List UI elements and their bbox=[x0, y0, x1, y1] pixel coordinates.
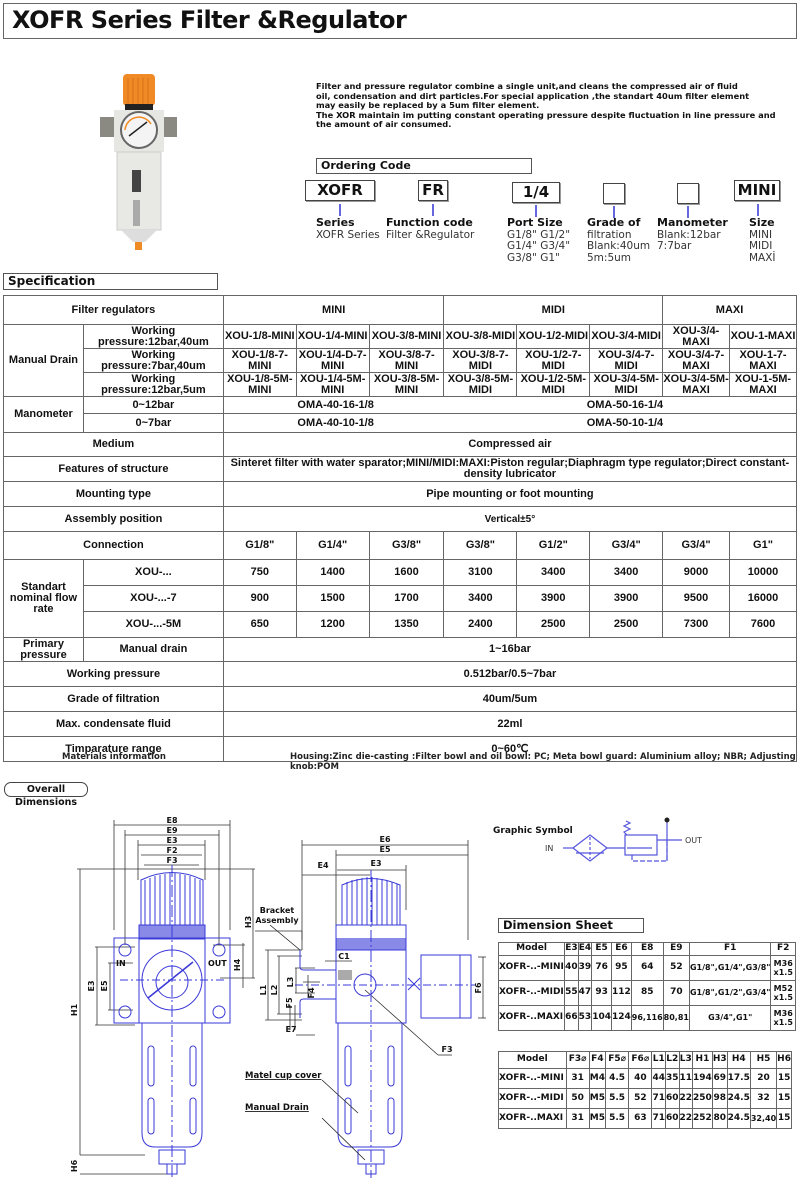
symbol-in-label: IN bbox=[545, 844, 554, 853]
model-cell: XOU-1/8-MINI bbox=[223, 325, 296, 349]
flow-cell: 1200 bbox=[296, 612, 369, 638]
dim2-cell: 60 bbox=[665, 1089, 679, 1109]
working-pressure-row bbox=[4, 662, 797, 687]
dimension-sheet-heading: Dimension Sheet bbox=[498, 918, 644, 933]
connection-cell: G3/4" bbox=[590, 532, 663, 560]
dim1-cell: 104 bbox=[592, 1006, 612, 1031]
manometer-range: 0~7bar bbox=[83, 414, 223, 433]
dim2-cell: 31 bbox=[566, 1109, 589, 1129]
dim1-cell: M36x1.5 bbox=[771, 1006, 796, 1031]
manometer-row-12bar bbox=[4, 397, 797, 414]
model-cell: XOU-3/8-5M-MIDI bbox=[444, 373, 517, 397]
connection-cell: G1" bbox=[729, 532, 796, 560]
model-cell: XOU-3/4-7-MAXI bbox=[663, 349, 730, 373]
dim2-header: Model bbox=[499, 1052, 567, 1069]
model-cell: XOU-1/2-MIDI bbox=[517, 325, 590, 349]
manometer-models bbox=[223, 397, 796, 414]
dim1-cell: G1/8",G1/2",G3/4" bbox=[689, 981, 770, 1006]
code-label-title: Size bbox=[749, 216, 775, 229]
dim-label-f3: F3 bbox=[166, 856, 178, 865]
dim2-header: L3 bbox=[679, 1052, 693, 1069]
dim2-header: H6 bbox=[777, 1052, 792, 1069]
dim2-header-row bbox=[499, 1052, 792, 1069]
bracket-label-line2: Assembly bbox=[255, 916, 299, 925]
mounting-label: Mounting type bbox=[4, 482, 224, 507]
model-cell: XOU-3/8-MIDI bbox=[444, 325, 517, 349]
primary-pressure-sub: Manual drain bbox=[83, 638, 223, 662]
assembly-label: Assembly position bbox=[4, 507, 224, 532]
front-view-drawing bbox=[55, 810, 253, 1181]
dim1-cell: 96,116 bbox=[631, 1006, 663, 1031]
model-cell: XOU-1/8-7-MINI bbox=[223, 349, 296, 373]
flow-cell: 7300 bbox=[663, 612, 730, 638]
connection-cell: G3/8" bbox=[369, 532, 444, 560]
model-cell: XOU-1-5M-MAXI bbox=[729, 373, 796, 397]
dim2-cell: 5.5 bbox=[606, 1089, 629, 1109]
code-connector bbox=[339, 204, 341, 216]
model-cell: XOU-1-MAXI bbox=[729, 325, 796, 349]
ordering-code-heading: Ordering Code bbox=[316, 158, 532, 174]
code-label-line: MINI bbox=[749, 228, 773, 241]
flow-row-7 bbox=[4, 586, 797, 612]
model-cell: XOU-1/4-D-7-MINI bbox=[296, 349, 369, 373]
dim2-header: H1 bbox=[693, 1052, 713, 1069]
code-label-line: filtration bbox=[587, 228, 632, 241]
code-label-function bbox=[386, 217, 474, 241]
dim2-cell: XOFR-..-MIDI bbox=[499, 1089, 567, 1109]
working-pressure-label: Working pressure:7bar,40um bbox=[83, 349, 223, 373]
code-label-title: Port Size bbox=[507, 216, 563, 229]
spec-group-maxi: MAXI bbox=[663, 296, 797, 325]
flow-cell: 750 bbox=[223, 560, 296, 586]
product-photo bbox=[95, 72, 190, 252]
dim2-header: H5 bbox=[750, 1052, 776, 1069]
code-box-port-size: 1/4 bbox=[512, 182, 560, 203]
spec-header-label: Filter regulators bbox=[4, 296, 224, 325]
code-connector bbox=[757, 204, 759, 216]
flow-cell: 7600 bbox=[729, 612, 796, 638]
flow-label: Standart nominal flow rate bbox=[4, 560, 84, 638]
code-label-line: Blank:40um bbox=[587, 240, 651, 252]
dim2-cell: 60 bbox=[665, 1109, 679, 1129]
flow-cell: 1600 bbox=[369, 560, 444, 586]
manometer-model-midi-maxi: OMA-50-16-1/4 bbox=[586, 398, 664, 411]
condensate-value: 22ml bbox=[223, 712, 796, 737]
manometer-model-midi-maxi: OMA-50-10-1/4 bbox=[586, 416, 664, 429]
dim1-cell: 66 bbox=[565, 1006, 579, 1031]
flow-cell: 2500 bbox=[517, 612, 590, 638]
dim1-cell: 80,81 bbox=[663, 1006, 689, 1031]
dim2-header: L1 bbox=[652, 1052, 666, 1069]
dim-label-e5: E5 bbox=[379, 845, 391, 854]
dim2-cell: 15 bbox=[777, 1089, 792, 1109]
dim1-header: E5 bbox=[592, 943, 612, 956]
flow-cell: 3400 bbox=[444, 586, 517, 612]
code-box-filtration bbox=[603, 183, 625, 204]
model-cell: XOU-3/8-5M-MINI bbox=[369, 373, 444, 397]
code-label-title: Grade of bbox=[587, 216, 641, 229]
connection-cell: G3/8" bbox=[444, 532, 517, 560]
dim2-header: L2 bbox=[665, 1052, 679, 1069]
connection-cell: G1/2" bbox=[517, 532, 590, 560]
filtration-value: 40um/5um bbox=[223, 687, 796, 712]
dim2-header: F3⌀ bbox=[566, 1052, 589, 1069]
model-cell: XOU-1/4-MINI bbox=[296, 325, 369, 349]
code-label-title: Function code bbox=[386, 216, 473, 229]
code-label-series bbox=[316, 217, 380, 241]
spec-row-12bar-40um bbox=[4, 325, 797, 349]
flow-cell: 9000 bbox=[663, 560, 730, 586]
dim1-cell: 55 bbox=[565, 981, 579, 1006]
model-cell: XOU-1/2-5M-MIDI bbox=[517, 373, 590, 397]
dim2-cell: M5 bbox=[589, 1089, 605, 1109]
manual-drain-label: Manual Drain bbox=[4, 325, 84, 397]
temperature-label: Timparature range bbox=[4, 737, 224, 762]
dim2-cell: 35 bbox=[665, 1069, 679, 1089]
dim-label-e3-vertical: E3 bbox=[87, 980, 96, 992]
model-cell: XOU-3/4-MIDI bbox=[590, 325, 663, 349]
dim2-header: F5⌀ bbox=[606, 1052, 629, 1069]
dim1-cell: XOFR-..-MIDI bbox=[499, 981, 565, 1006]
dim1-header-row bbox=[499, 943, 796, 956]
dim1-cell: 95 bbox=[612, 956, 632, 981]
port-out-label: OUT bbox=[208, 959, 227, 968]
medium-value: Compressed air bbox=[223, 433, 796, 457]
code-box-manometer bbox=[677, 183, 699, 204]
dim1-cell: M52x1.5 bbox=[771, 981, 796, 1006]
graphic-symbol-label: Graphic Symbol bbox=[493, 826, 573, 836]
dim1-cell: 70 bbox=[663, 981, 689, 1006]
dim-label-e4: E4 bbox=[317, 861, 329, 870]
dim1-cell: G1/8",G1/4",G3/8" bbox=[689, 956, 770, 981]
dim2-cell: 15 bbox=[777, 1109, 792, 1129]
side-view-drawing bbox=[240, 810, 495, 1181]
dim2-header: H3 bbox=[712, 1052, 727, 1069]
code-connector bbox=[432, 204, 434, 216]
dim1-cell: G3/4",G1" bbox=[689, 1006, 770, 1031]
dim-label-e3: E3 bbox=[370, 859, 382, 868]
dim2-cell: 71 bbox=[652, 1089, 666, 1109]
dim2-header: H4 bbox=[727, 1052, 750, 1069]
dim2-cell: 69 bbox=[712, 1069, 727, 1089]
code-label-port-size bbox=[507, 217, 570, 264]
code-label-line: G1/4" G3/4" bbox=[507, 240, 571, 252]
dim2-cell: 32 bbox=[750, 1089, 776, 1109]
primary-pressure-value: 1~16bar bbox=[223, 638, 796, 662]
symbol-out-label: OUT bbox=[685, 836, 703, 845]
description-line: may easily be replaced by a 5um filter element. bbox=[316, 100, 540, 111]
flow-cell: 9500 bbox=[663, 586, 730, 612]
dim2-header: F4 bbox=[589, 1052, 605, 1069]
description-line: the amount of air consumed. bbox=[316, 119, 452, 130]
cup-cover-label: Matel cup cover bbox=[245, 1071, 322, 1081]
model-cell: XOU-3/8-MINI bbox=[369, 325, 444, 349]
dim2-cell: 24.5 bbox=[727, 1109, 750, 1129]
model-cell: XOU-1/8-5M-MINI bbox=[223, 373, 296, 397]
flow-cell: 650 bbox=[223, 612, 296, 638]
dim2-header: F6⌀ bbox=[629, 1052, 652, 1069]
manometer-row-7bar bbox=[4, 414, 797, 433]
code-label-line: MIDI bbox=[749, 240, 773, 252]
dim-label-h3: H3 bbox=[244, 915, 253, 929]
dim1-header: E6 bbox=[612, 943, 632, 956]
model-cell: XOU-1/4-5M-MINI bbox=[296, 373, 369, 397]
connection-row bbox=[4, 532, 797, 560]
code-label-title: Manometer bbox=[657, 216, 728, 229]
dim2-cell: 40 bbox=[629, 1069, 652, 1089]
condensate-label: Max. condensate fluid bbox=[4, 712, 224, 737]
description-line: The XOR maintain im putting constant operating pressure despite fluctuation in line pressure and bbox=[316, 109, 776, 120]
flow-cell: 10000 bbox=[729, 560, 796, 586]
dim2-cell: M5 bbox=[589, 1109, 605, 1129]
model-cell: XOU-3/4-7-MIDI bbox=[590, 349, 663, 373]
flow-cell: 3400 bbox=[590, 560, 663, 586]
code-label-manometer bbox=[657, 217, 728, 253]
dim-label-l2: L2 bbox=[270, 984, 279, 996]
dim2-cell: 11 bbox=[679, 1069, 693, 1089]
primary-pressure-label: Primary pressure bbox=[4, 638, 84, 662]
flow-cell: 1700 bbox=[369, 586, 444, 612]
code-label-line: G1/8" G1/2" bbox=[507, 228, 571, 241]
dim-label-e3: E3 bbox=[166, 836, 178, 845]
code-label-line: Filter &Regulator bbox=[386, 228, 475, 241]
dim1-cell: 85 bbox=[631, 981, 663, 1006]
code-label-filtration bbox=[587, 217, 650, 264]
materials-value: Housing:Zinc die-casting :Filter bowl and oil bowl: PC; Meta bowl guard: Aluminium alloy; NBR; Adjusting knob:POM bbox=[290, 752, 796, 772]
dim2-cell: 63 bbox=[629, 1109, 652, 1129]
code-label-title: Series bbox=[316, 216, 355, 229]
dim1-row-maxi bbox=[499, 1006, 796, 1031]
code-box-size: MINI bbox=[734, 180, 780, 201]
flow-cell: 3900 bbox=[517, 586, 590, 612]
manometer-range: 0~12bar bbox=[83, 397, 223, 414]
mounting-row bbox=[4, 482, 797, 507]
model-cell: XOU-3/4-MAXI bbox=[663, 325, 730, 349]
dim-label-h4: H4 bbox=[233, 958, 242, 972]
working-pressure-label: Working pressure bbox=[4, 662, 224, 687]
code-label-line: 5m:5um bbox=[587, 251, 632, 264]
assembly-row bbox=[4, 507, 797, 532]
materials-label: Materials information bbox=[62, 752, 166, 762]
dim2-cell: XOFR-..-MINI bbox=[499, 1069, 567, 1089]
product-description bbox=[316, 82, 796, 130]
dim2-cell: 98 bbox=[712, 1089, 727, 1109]
manometer-label: Manometer bbox=[4, 397, 84, 433]
model-cell: XOU-3/8-7-MINI bbox=[369, 349, 444, 373]
flow-cell: 900 bbox=[223, 586, 296, 612]
connection-label: Connection bbox=[4, 532, 224, 560]
flow-cell: 16000 bbox=[729, 586, 796, 612]
dim2-cell: 80 bbox=[712, 1109, 727, 1129]
temperature-value: 0~60℃ bbox=[223, 737, 796, 762]
filtration-label: Grade of filtration bbox=[4, 687, 224, 712]
code-label-line: Blank:12bar bbox=[657, 228, 721, 241]
dim1-cell: 76 bbox=[592, 956, 612, 981]
dim2-cell: 71 bbox=[652, 1109, 666, 1129]
connection-cell: G1/8" bbox=[223, 532, 296, 560]
mounting-value: Pipe mounting or foot mounting bbox=[223, 482, 796, 507]
dim2-cell: 15 bbox=[777, 1069, 792, 1089]
dim-label-l3: L3 bbox=[286, 976, 295, 988]
flow-variant-label: XOU-...-5M bbox=[83, 612, 223, 638]
model-cell: XOU-3/8-7-MIDI bbox=[444, 349, 517, 373]
dim-label-e8: E8 bbox=[166, 816, 178, 825]
overall-dimensions-heading: Overall Dimensions bbox=[4, 782, 88, 797]
spec-row-12bar-5um bbox=[4, 373, 797, 397]
flow-cell: 1500 bbox=[296, 586, 369, 612]
features-value: Sinteret filter with water sparator;MINI/MIDI:MAXI:Piston regular;Diaphragm type regulator;Direct constant-density lubricator bbox=[223, 457, 796, 482]
description-line: Filter and pressure regulator combine a single unit,and cleans the compressed air of fluid bbox=[316, 81, 738, 91]
dim1-header: E9 bbox=[663, 943, 689, 956]
description-line: oil, condensation and dirt particles.For special application ,the standart 40um filter element bbox=[316, 90, 750, 101]
dim2-cell: 250 bbox=[693, 1089, 713, 1109]
model-cell: XOU-1-7-MAXI bbox=[729, 349, 796, 373]
dim1-cell: 112 bbox=[612, 981, 632, 1006]
dim1-cell: 124 bbox=[612, 1006, 632, 1031]
code-label-line: XOFR Series bbox=[316, 228, 380, 241]
dim2-cell: 50 bbox=[566, 1089, 589, 1109]
dim1-cell: XOFR-..MAXI bbox=[499, 1006, 565, 1031]
dim1-header: E8 bbox=[631, 943, 663, 956]
dim2-cell: 32,40 bbox=[750, 1109, 776, 1129]
page-title-box bbox=[3, 3, 797, 39]
assembly-value: Vertical±5° bbox=[223, 507, 796, 532]
spec-group-mini: MINI bbox=[223, 296, 444, 325]
dim2-cell: 194 bbox=[693, 1069, 713, 1089]
graphic-symbol-diagram bbox=[540, 815, 720, 875]
code-box-function: FR bbox=[418, 180, 448, 201]
dim1-header: E3 bbox=[565, 943, 579, 956]
connection-cell: G3/4" bbox=[663, 532, 730, 560]
working-pressure-label: Working pressure:12bar,5um bbox=[83, 373, 223, 397]
dim-label-e5-vertical: E5 bbox=[100, 980, 109, 992]
spec-row-7bar-40um bbox=[4, 349, 797, 373]
dim2-cell: 52 bbox=[629, 1089, 652, 1109]
flow-variant-label: XOU-... bbox=[83, 560, 223, 586]
condensate-row bbox=[4, 712, 797, 737]
dim2-cell: 22 bbox=[679, 1109, 693, 1129]
dim-label-f4: F4 bbox=[307, 987, 316, 999]
dim1-header: E4 bbox=[578, 943, 592, 956]
dim2-cell: 22 bbox=[679, 1089, 693, 1109]
working-pressure-value: 0.512bar/0.5~7bar bbox=[223, 662, 796, 687]
dim2-cell: 17.5 bbox=[727, 1069, 750, 1089]
flow-cell: 3900 bbox=[590, 586, 663, 612]
dim1-header: Model bbox=[499, 943, 565, 956]
flow-cell: 1350 bbox=[369, 612, 444, 638]
dim2-cell: XOFR-..MAXI bbox=[499, 1109, 567, 1129]
bracket-label-line1: Bracket bbox=[259, 906, 295, 915]
dim2-cell: 44 bbox=[652, 1069, 666, 1089]
dim-label-f6: F6 bbox=[474, 982, 483, 994]
dim2-cell: 4.5 bbox=[606, 1069, 629, 1089]
features-label: Features of structure bbox=[4, 457, 224, 482]
dim2-cell: 20 bbox=[750, 1069, 776, 1089]
filtration-row bbox=[4, 687, 797, 712]
dim1-cell: 47 bbox=[578, 981, 592, 1006]
working-pressure-label: Working pressure:12bar,40um bbox=[83, 325, 223, 349]
dim1-cell: 39 bbox=[578, 956, 592, 981]
dim-label-f2: F2 bbox=[166, 846, 178, 855]
flow-cell: 3400 bbox=[517, 560, 590, 586]
dim2-row-maxi bbox=[499, 1109, 792, 1129]
flow-cell: 2500 bbox=[590, 612, 663, 638]
dim-label-e6: E6 bbox=[379, 835, 391, 844]
dim1-row-midi bbox=[499, 981, 796, 1006]
specification-heading: Specification bbox=[3, 273, 218, 290]
dim2-cell: 252 bbox=[693, 1109, 713, 1129]
flow-cell: 3100 bbox=[444, 560, 517, 586]
dim1-cell: 53 bbox=[578, 1006, 592, 1031]
medium-row bbox=[4, 433, 797, 457]
dim2-cell: 24.5 bbox=[727, 1089, 750, 1109]
dim1-header: F2 bbox=[771, 943, 796, 956]
code-box-series: XOFR bbox=[305, 180, 375, 201]
dim1-cell: 64 bbox=[631, 956, 663, 981]
port-in-label: IN bbox=[116, 959, 126, 968]
spec-group-midi: MIDI bbox=[444, 296, 663, 325]
dim-label-f3: F3 bbox=[441, 1045, 453, 1054]
primary-pressure-row bbox=[4, 638, 797, 662]
dim2-row-mini bbox=[499, 1069, 792, 1089]
page-title: XOFR Series Filter &Regulator bbox=[12, 6, 407, 34]
model-cell: XOU-3/4-5M-MAXI bbox=[663, 372, 729, 396]
medium-label: Medium bbox=[4, 433, 224, 457]
code-label-size bbox=[749, 217, 776, 264]
flow-cell: 2400 bbox=[444, 612, 517, 638]
dim1-cell: M36x1.5 bbox=[771, 956, 796, 981]
dim1-cell: 93 bbox=[592, 981, 612, 1006]
flow-row-standard bbox=[4, 560, 797, 586]
dim2-row-midi bbox=[499, 1089, 792, 1109]
dim1-row-mini bbox=[499, 956, 796, 981]
manometer-models bbox=[223, 414, 796, 433]
dim-label-e9: E9 bbox=[166, 826, 178, 835]
dim2-cell: M4 bbox=[589, 1069, 605, 1089]
model-cell: XOU-3/4-5M-MIDI bbox=[590, 373, 663, 397]
code-label-line: G3/8" G1" bbox=[507, 251, 560, 264]
specification-table bbox=[3, 295, 797, 762]
flow-variant-label: XOU-...-7 bbox=[83, 586, 223, 612]
dim-label-c1: C1 bbox=[338, 952, 350, 961]
dim-label-f5: F5 bbox=[285, 997, 294, 1009]
dim-label-h6: H6 bbox=[70, 1159, 79, 1173]
dim2-cell: 31 bbox=[566, 1069, 589, 1089]
spec-header-row bbox=[4, 296, 797, 325]
flow-cell: 1400 bbox=[296, 560, 369, 586]
dim1-cell: 40 bbox=[565, 956, 579, 981]
dim1-header: F1 bbox=[689, 943, 770, 956]
dim1-cell: XOFR-..-MINI bbox=[499, 956, 565, 981]
flow-row-5m bbox=[4, 612, 797, 638]
dimension-table-2 bbox=[498, 1051, 792, 1129]
connection-cell: G1/4" bbox=[296, 532, 369, 560]
code-label-line: MAXİ bbox=[749, 251, 776, 264]
manometer-model-mini: OMA-40-16-1/8 bbox=[297, 398, 374, 411]
code-label-line: 7:7bar bbox=[657, 240, 692, 252]
dim-label-e7: E7 bbox=[285, 1025, 297, 1034]
features-row bbox=[4, 457, 797, 482]
dim1-cell: 52 bbox=[663, 956, 689, 981]
manual-drain-callout: Manual Drain bbox=[245, 1103, 309, 1113]
dimension-table-1 bbox=[498, 942, 796, 1031]
dim-label-l1: L1 bbox=[259, 984, 268, 996]
manometer-model-mini: OMA-40-10-1/8 bbox=[297, 416, 374, 429]
dim-label-h1: H1 bbox=[70, 1003, 79, 1017]
dim2-cell: 5.5 bbox=[606, 1109, 629, 1129]
model-cell: XOU-1/2-7-MIDI bbox=[517, 349, 590, 373]
